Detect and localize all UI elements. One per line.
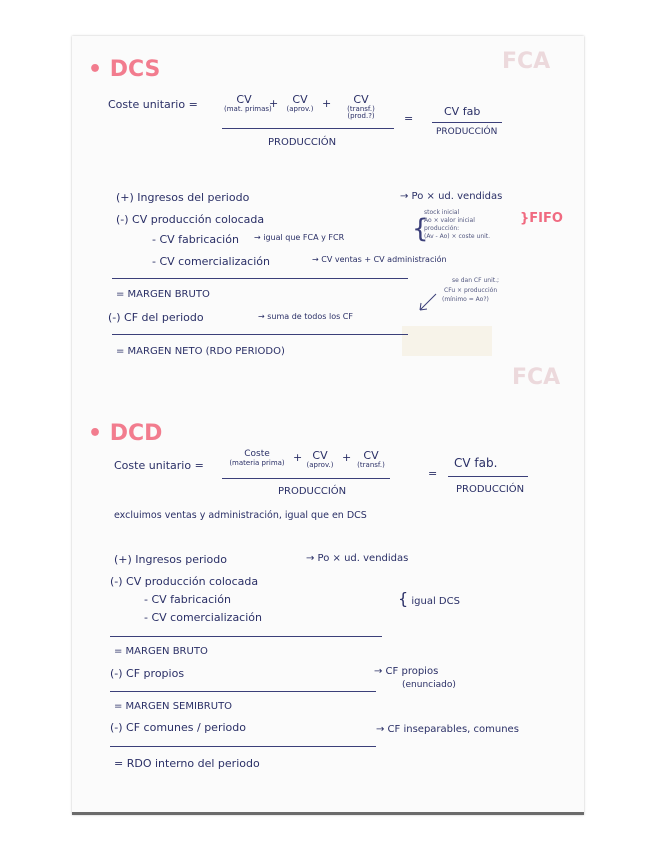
dcd-note-ingresos: → Po × ud. vendidas bbox=[306, 553, 409, 564]
dcd-rhs-fraction-bar bbox=[448, 476, 528, 477]
dcd-cost-label: Coste unitario = bbox=[114, 459, 204, 472]
stock-note-line: (Av - Ao) × coste unit. bbox=[424, 233, 491, 240]
cfunit-note-line: CFu × producción bbox=[444, 287, 498, 294]
plus-sign: + bbox=[269, 97, 279, 110]
dcd-denominator: PRODUCCIÓN bbox=[278, 486, 347, 497]
stock-note-line: producción: bbox=[424, 225, 460, 232]
equals-sign: = bbox=[428, 467, 438, 480]
dcd-heading: • DCD bbox=[88, 421, 163, 446]
dcd-note-cf-propios: → CF propios bbox=[374, 666, 439, 677]
dcd-cf-propios: (-) CF propios bbox=[110, 667, 185, 680]
dcs-num-cv-aprov: CV (aprov.) bbox=[286, 93, 314, 114]
dcs-note-cf: → suma de todos los CF bbox=[258, 312, 353, 321]
dcd-rhs-numerator: CV fab. bbox=[454, 456, 498, 470]
dcs-heading: • DCS bbox=[88, 57, 161, 82]
dcs-cv-comercializacion: - CV comercialización bbox=[152, 255, 270, 268]
stock-note-line: stock inicial bbox=[424, 209, 460, 216]
dcs-note-comercializacion: → CV ventas + CV administración bbox=[312, 255, 447, 264]
dcd-note-cf-propios-enunciado: (enunciado) bbox=[402, 680, 456, 690]
dcd-note-cf-comunes: → CF inseparables, comunes bbox=[376, 724, 519, 735]
equals-sign: = bbox=[404, 112, 414, 125]
plus-sign: + bbox=[342, 451, 352, 464]
separator-line bbox=[112, 334, 408, 335]
dcd-cv-comercializacion: - CV comercialización bbox=[144, 611, 262, 624]
dcs-rhs-denominator: PRODUCCIÓN bbox=[436, 127, 498, 137]
dcs-cv-produccion: (-) CV producción colocada bbox=[116, 213, 265, 226]
dcd-num-cv-aprov: CV (aprov.) bbox=[306, 449, 334, 470]
dcd-rhs-denominator: PRODUCCIÓN bbox=[456, 484, 525, 495]
dcs-denominator: PRODUCCIÓN bbox=[268, 137, 337, 148]
dcs-ingresos: (+) Ingresos del periodo bbox=[116, 191, 250, 204]
dcd-fraction-bar bbox=[222, 478, 390, 479]
dcs-rhs-numerator: CV fab bbox=[444, 105, 481, 118]
separator-line bbox=[110, 636, 382, 637]
dcd-margen-semibruto: = MARGEN SEMIBRUTO bbox=[114, 701, 233, 712]
bleed-through-text: FCA bbox=[502, 49, 551, 74]
dcd-ingresos: (+) Ingresos periodo bbox=[114, 553, 228, 566]
dcd-note-igual: { igual DCS bbox=[398, 589, 460, 608]
plus-sign: + bbox=[322, 97, 332, 110]
dcs-fraction-bar bbox=[222, 128, 394, 129]
dcs-num-cv-transf: CV (transf.) (prod.?) bbox=[347, 93, 375, 121]
dcs-note-ingresos: → Po × ud. vendidas bbox=[400, 191, 503, 202]
bleed-through-text: FCA bbox=[512, 365, 561, 390]
separator-line bbox=[110, 691, 376, 692]
plus-sign: + bbox=[293, 451, 303, 464]
separator-line bbox=[110, 746, 376, 747]
dcd-margen-bruto: = MARGEN BRUTO bbox=[114, 646, 208, 657]
curly-brace: { bbox=[412, 214, 429, 244]
bleed-through-highlight bbox=[402, 326, 492, 356]
cfunit-note-line: se dan CF unit.; bbox=[452, 277, 500, 284]
dcs-rhs-fraction-bar bbox=[432, 122, 502, 123]
dcs-cf-periodo: (-) CF del periodo bbox=[108, 311, 204, 324]
arrow-icon bbox=[416, 292, 440, 314]
dcs-margen-neto: = MARGEN NETO (RDO PERIODO) bbox=[116, 346, 285, 357]
dcs-cv-fabricacion: - CV fabricación bbox=[152, 233, 239, 246]
dcs-cost-label: Coste unitario = bbox=[108, 98, 198, 111]
dcd-cv-fabricacion: - CV fabricación bbox=[144, 593, 231, 606]
dcs-margen-bruto: = MARGEN BRUTO bbox=[116, 289, 210, 300]
dcd-rdo-interno: = RDO interno del periodo bbox=[114, 757, 260, 770]
fifo-label: }FIFO bbox=[520, 211, 563, 226]
dcd-cv-produccion: (-) CV producción colocada bbox=[110, 575, 259, 588]
dcd-excluimos-note: excluimos ventas y administración, igual que en DCS bbox=[114, 510, 367, 521]
cfunit-note-line: (mínimo = Ao?) bbox=[442, 296, 489, 303]
separator-line bbox=[112, 278, 408, 279]
stock-note-line: Ao × valor inicial bbox=[424, 217, 475, 224]
notebook-page bbox=[72, 36, 584, 815]
dcs-note-fabricacion: → igual que FCA y FCR bbox=[254, 233, 345, 242]
dcd-num-cv-transf: CV (transf.) bbox=[357, 449, 385, 470]
dcd-num-coste: Coste (materia prima) bbox=[229, 449, 285, 467]
dcd-cf-comunes: (-) CF comunes / periodo bbox=[110, 721, 246, 734]
dcs-num-cv-materia: CV (mat. primas) bbox=[224, 93, 272, 114]
